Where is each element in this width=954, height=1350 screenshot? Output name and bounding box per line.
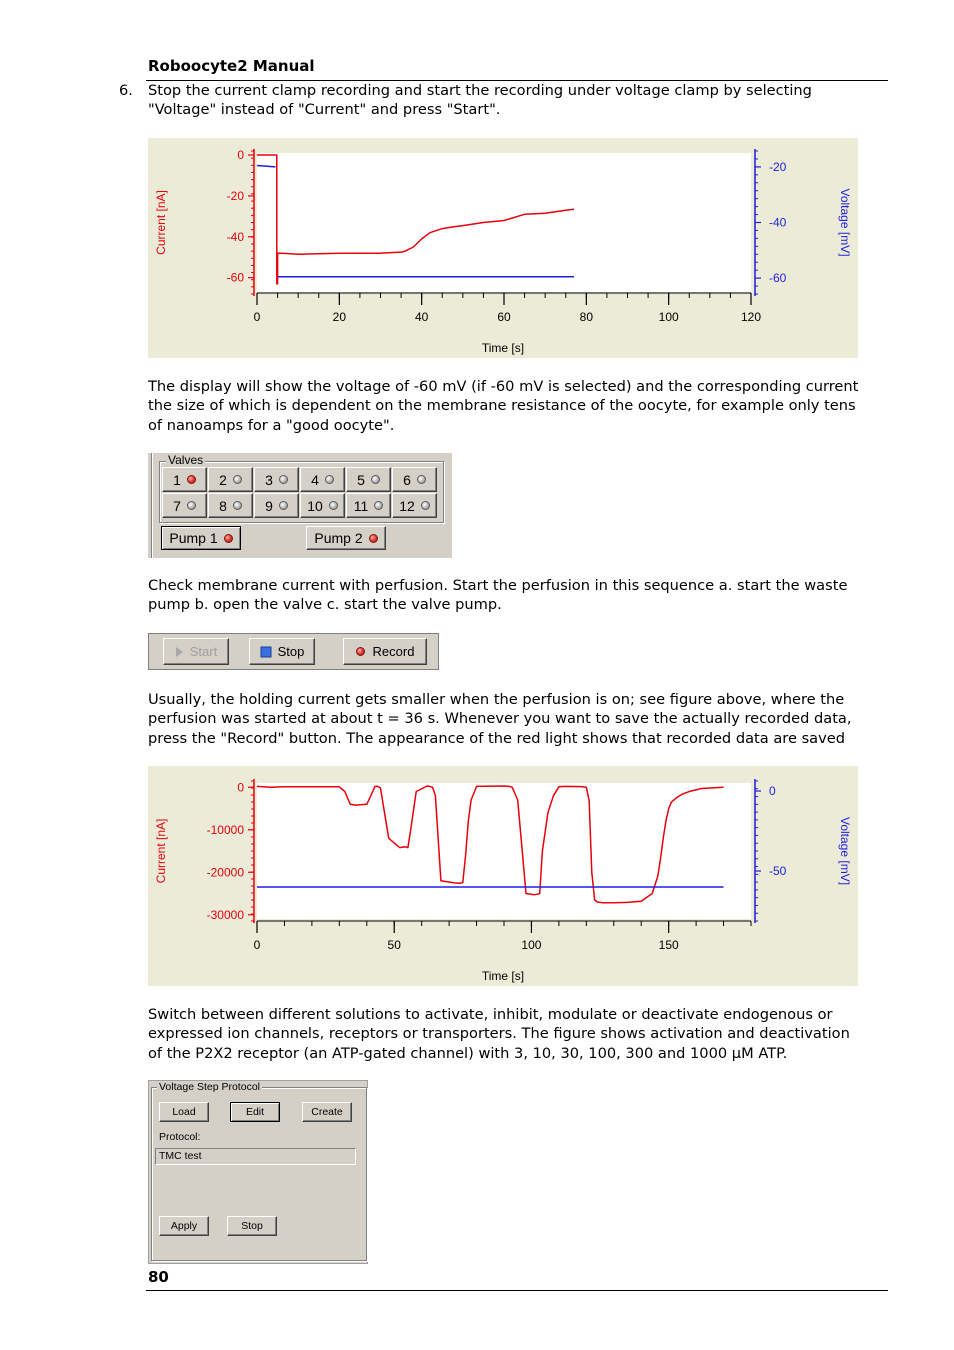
valve-label: 4 (311, 471, 319, 488)
edit-button[interactable]: Edit (230, 1102, 280, 1122)
paragraph-line: the size of which is dependent on the membrane resistance of the oocyte, for example only tens (148, 397, 856, 415)
pump-1-indicator-icon (224, 534, 233, 543)
paragraph-line: perfusion was started at about t = 36 s. Whenever you want to save the actually recorded data, (148, 710, 852, 728)
valve-button-4[interactable] (300, 467, 345, 492)
x-tick-label: 0 (253, 310, 261, 324)
vsp-group-label: Voltage Step Protocol (159, 1081, 260, 1093)
left-tick-label: -20 (226, 188, 244, 203)
left-tick-label: 0 (237, 148, 244, 163)
paragraph-line: of the P2X2 receptor (an ATP-gated channel) with 3, 10, 30, 100, 300 and 1000 µM ATP. (148, 1044, 788, 1062)
valve-label: 5 (357, 471, 365, 488)
paragraph-line: Check membrane current with perfusion. Start the perfusion in this sequence a. start the waste (148, 577, 848, 594)
recording-toolbar (148, 633, 439, 670)
valve-indicator-icon (279, 501, 288, 510)
valve-label: 10 (307, 497, 323, 514)
valve-indicator-icon (374, 501, 383, 510)
pump-2-button[interactable] (306, 526, 386, 550)
record-indicator-icon (356, 647, 365, 656)
valve-indicator-icon (233, 501, 242, 510)
step-number: 6. (119, 82, 133, 99)
x-axis-label: Time [s] (481, 341, 525, 355)
stop-button[interactable] (249, 638, 315, 665)
valve-indicator-icon (279, 475, 288, 484)
atp-response-chart-svg (148, 766, 858, 986)
valve-indicator-icon (233, 475, 242, 484)
valve-label: 8 (219, 497, 227, 514)
valve-button-7[interactable] (162, 493, 207, 518)
valve-label: 2 (219, 471, 227, 488)
paragraph-holding-current (148, 690, 878, 748)
valve-label: 1 (173, 471, 181, 488)
step-text (148, 81, 868, 120)
valve-indicator-icon (421, 501, 430, 510)
right-tick-label: -50 (769, 864, 787, 878)
x-axis-label: Time [s] (481, 969, 525, 983)
paragraph-line: of nanoamps for a "good oocyte". (148, 416, 395, 434)
start-label: Start (189, 644, 218, 659)
valve-button-8[interactable] (208, 493, 253, 518)
x-tick-label: 50 (387, 938, 401, 952)
x-tick-label: 100 (658, 310, 679, 324)
paragraph-display-info (148, 377, 878, 435)
left-tick-label: -30000 (206, 907, 244, 922)
valves-group-label: Valves (168, 453, 204, 467)
valve-button-3[interactable] (254, 467, 299, 492)
pump-2-label: Pump 2 (314, 530, 363, 546)
left-axis-label: Current [nA] (154, 818, 168, 884)
valve-label: 11 (353, 497, 369, 514)
atp-response-chart (148, 766, 858, 986)
valve-button-5[interactable] (346, 467, 391, 492)
holding-current-chart (148, 138, 858, 358)
valve-button-2[interactable] (208, 467, 253, 492)
valve-label: 12 (399, 497, 415, 514)
pump-1-button[interactable] (161, 526, 241, 550)
paragraph-solution-switching (148, 1005, 878, 1063)
paragraph-line: expressed ion channels, receptors or transporters. The figure shows activation and deactivation (148, 1025, 850, 1043)
left-axis-label: Current [nA] (154, 190, 168, 255)
valve-indicator-icon (187, 475, 196, 484)
x-tick-label: 100 (521, 938, 542, 952)
valve-button-1[interactable] (162, 467, 207, 492)
paragraph-line: The display will show the voltage of -60 mV (if -60 mV is selected) and the corresponding current (148, 378, 859, 395)
x-tick-label: 20 (332, 310, 347, 324)
right-tick-label: 0 (769, 784, 776, 798)
valve-indicator-icon (371, 475, 380, 484)
left-tick-label: -20000 (206, 865, 244, 880)
x-tick-label: 120 (740, 310, 762, 324)
right-axis-label: Voltage [mV] (838, 188, 852, 257)
valve-label: 9 (265, 497, 273, 514)
x-tick-label: 60 (497, 310, 511, 324)
plot-area (257, 153, 751, 292)
valve-button-11[interactable] (346, 493, 391, 518)
vsp-stop-button[interactable]: Stop (227, 1216, 277, 1236)
left-tick-label: -60 (226, 270, 244, 285)
x-tick-label: 40 (414, 310, 429, 324)
create-button[interactable]: Create (302, 1102, 352, 1122)
manual-header-title: Roboocyte2 Manual (148, 57, 315, 75)
valve-indicator-icon (329, 501, 338, 510)
record-button[interactable] (343, 638, 427, 665)
record-label: Record (372, 644, 415, 659)
step-text-line: Stop the current clamp recording and start the recording under voltage clamp by selecting (148, 82, 812, 99)
plot-area (257, 783, 751, 919)
paragraph-line: pump b. open the valve c. start the valve pump. (148, 596, 502, 614)
x-tick-label: 0 (253, 938, 261, 952)
valve-label: 7 (173, 497, 181, 514)
valve-indicator-icon (187, 501, 196, 510)
left-tick-label: -10000 (206, 822, 244, 837)
valve-button-9[interactable] (254, 493, 299, 518)
paragraph-line: Switch between different solutions to activate, inhibit, modulate or deactivate endogenous or (148, 1006, 833, 1023)
x-tick-label: 150 (658, 938, 679, 952)
valve-indicator-icon (417, 475, 426, 484)
pump-2-indicator-icon (369, 534, 378, 543)
pump-1-label: Pump 1 (169, 530, 218, 546)
panel-splitter (148, 453, 152, 558)
footer-rule (146, 1290, 888, 1291)
stop-label: Stop (277, 644, 305, 659)
valve-label: 6 (403, 471, 411, 488)
valve-indicator-icon (325, 475, 334, 484)
apply-button[interactable]: Apply (159, 1216, 209, 1236)
valve-button-10[interactable] (300, 493, 345, 518)
play-icon (175, 646, 184, 658)
x-tick-label: 80 (579, 310, 594, 324)
stop-square-icon (260, 646, 272, 658)
protocol-label: Protocol: (159, 1131, 201, 1143)
paragraph-line: press the "Record" button. The appearance of the red light shows that recorded data are saved (148, 729, 846, 747)
paragraph-perfusion-sequence (148, 576, 878, 615)
paragraph-line: Usually, the holding current gets smaller when the perfusion is on; see figure above, where the (148, 691, 845, 708)
left-tick-label: -40 (226, 229, 244, 244)
right-tick-label: -40 (769, 215, 787, 230)
right-tick-label: -20 (769, 159, 787, 174)
voltage-step-protocol-panel (148, 1080, 368, 1264)
step-text-line: "Voltage" instead of "Current" and press "Start". (148, 101, 501, 119)
valve-label: 3 (265, 471, 273, 488)
load-button[interactable]: Load (159, 1102, 209, 1122)
valve-button-12[interactable] (392, 493, 437, 518)
right-axis-label: Voltage [mV] (838, 816, 852, 886)
valve-button-6[interactable] (392, 467, 437, 492)
start-button[interactable] (163, 638, 229, 665)
page-number: 80 (148, 1268, 169, 1286)
right-tick-label: -60 (769, 271, 787, 286)
protocol-field[interactable]: TMC test (155, 1148, 356, 1165)
holding-current-chart-svg (148, 138, 858, 358)
left-tick-label: 0 (237, 780, 244, 795)
valves-panel (148, 453, 452, 558)
